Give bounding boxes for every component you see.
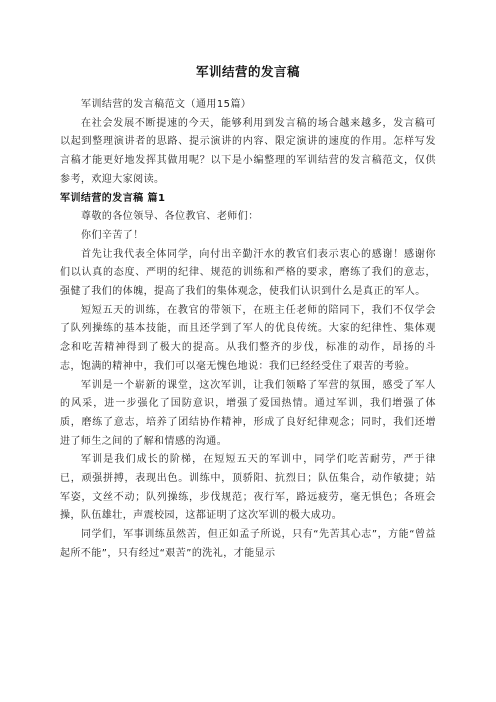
greeting-2: 你们辛苦了！ bbox=[81, 229, 144, 241]
body-paragraph: 军训是一个崭新的课堂，这次军训，让我们领略了军营的氛围，感受了军人的风采，进一步强化了国防意识，增强了爱国热情。通过军训，我们增强了体质，磨练了意志，培养了团结协作精神，形成了良好纪律观念；同时，我们还增进了师生之间的了解和情感的沟通。 bbox=[60, 379, 436, 447]
document-title: 军训结营的发言稿 bbox=[195, 64, 300, 79]
body-paragraph: 首先让我代表全体同学，向付出辛勤汗水的教官们表示衷心的感谢！感谢你们以认真的态度、严明的纪律、规范的训练和严格的要求，磨练了我们的意志，强健了我们的体魄，提高了我们的集体观念，使我们认识到什么是真正的军人。 bbox=[60, 248, 436, 298]
body-paragraph: 军训是我们成长的阶梯，在短短五天的军训中，同学们吃苦耐劳，严于律已，顽强拼搏，表现出色。训练中，顶骄阳、抗烈日；队伍集合，动作敏捷；站军姿，文丝不动；队列操练，步伐规范；夜行军，路远疲劳，毫无惧色；各班会操，队伍雄壮，声震校园，这都证明了这次军训的极大成功。 bbox=[60, 454, 436, 522]
intro-paragraph: 在社会发展不断提速的今天，能够利用到发言稿的场合越来越多，发言稿可以起到整理演讲者的思路、提示演讲的内容、限定演讲的速度的作用。怎样写发言稿才能更好地发挥其做用呢？以下是小编整理的军训结营的发言稿范文，仅供参考，欢迎大家阅读。 bbox=[60, 117, 436, 185]
document-body bbox=[60, 62, 436, 564]
body-paragraph: 短短五天的训练，在教官的带领下，在班主任老师的陪同下，我们不仅学会了队列操练的基本技能，而且还学到了军人的优良传统。大家的纪律性、集体观念和吃苦精神得到了极大的提高。从我们整齐的步伐，标准的动作，昂扬的斗志，饱满的精神中，我们可以毫无愧色地说：我们已经经受住了艰苦的考验。 bbox=[60, 304, 436, 372]
body-paragraph: 同学们，军事训练虽然苦，但正如孟子所说，只有“先苦其心志”，方能“曾益起所不能”，只有经过“艰苦”的洗礼，才能显示 bbox=[60, 529, 436, 559]
section-heading: 军训结营的发言稿 篇1 bbox=[60, 192, 166, 204]
greeting: 尊敬的各位领导、各位教官、老师们： bbox=[81, 211, 259, 223]
intro-subtitle: 军训结营的发言稿范文（通用15篇） bbox=[81, 99, 252, 110]
